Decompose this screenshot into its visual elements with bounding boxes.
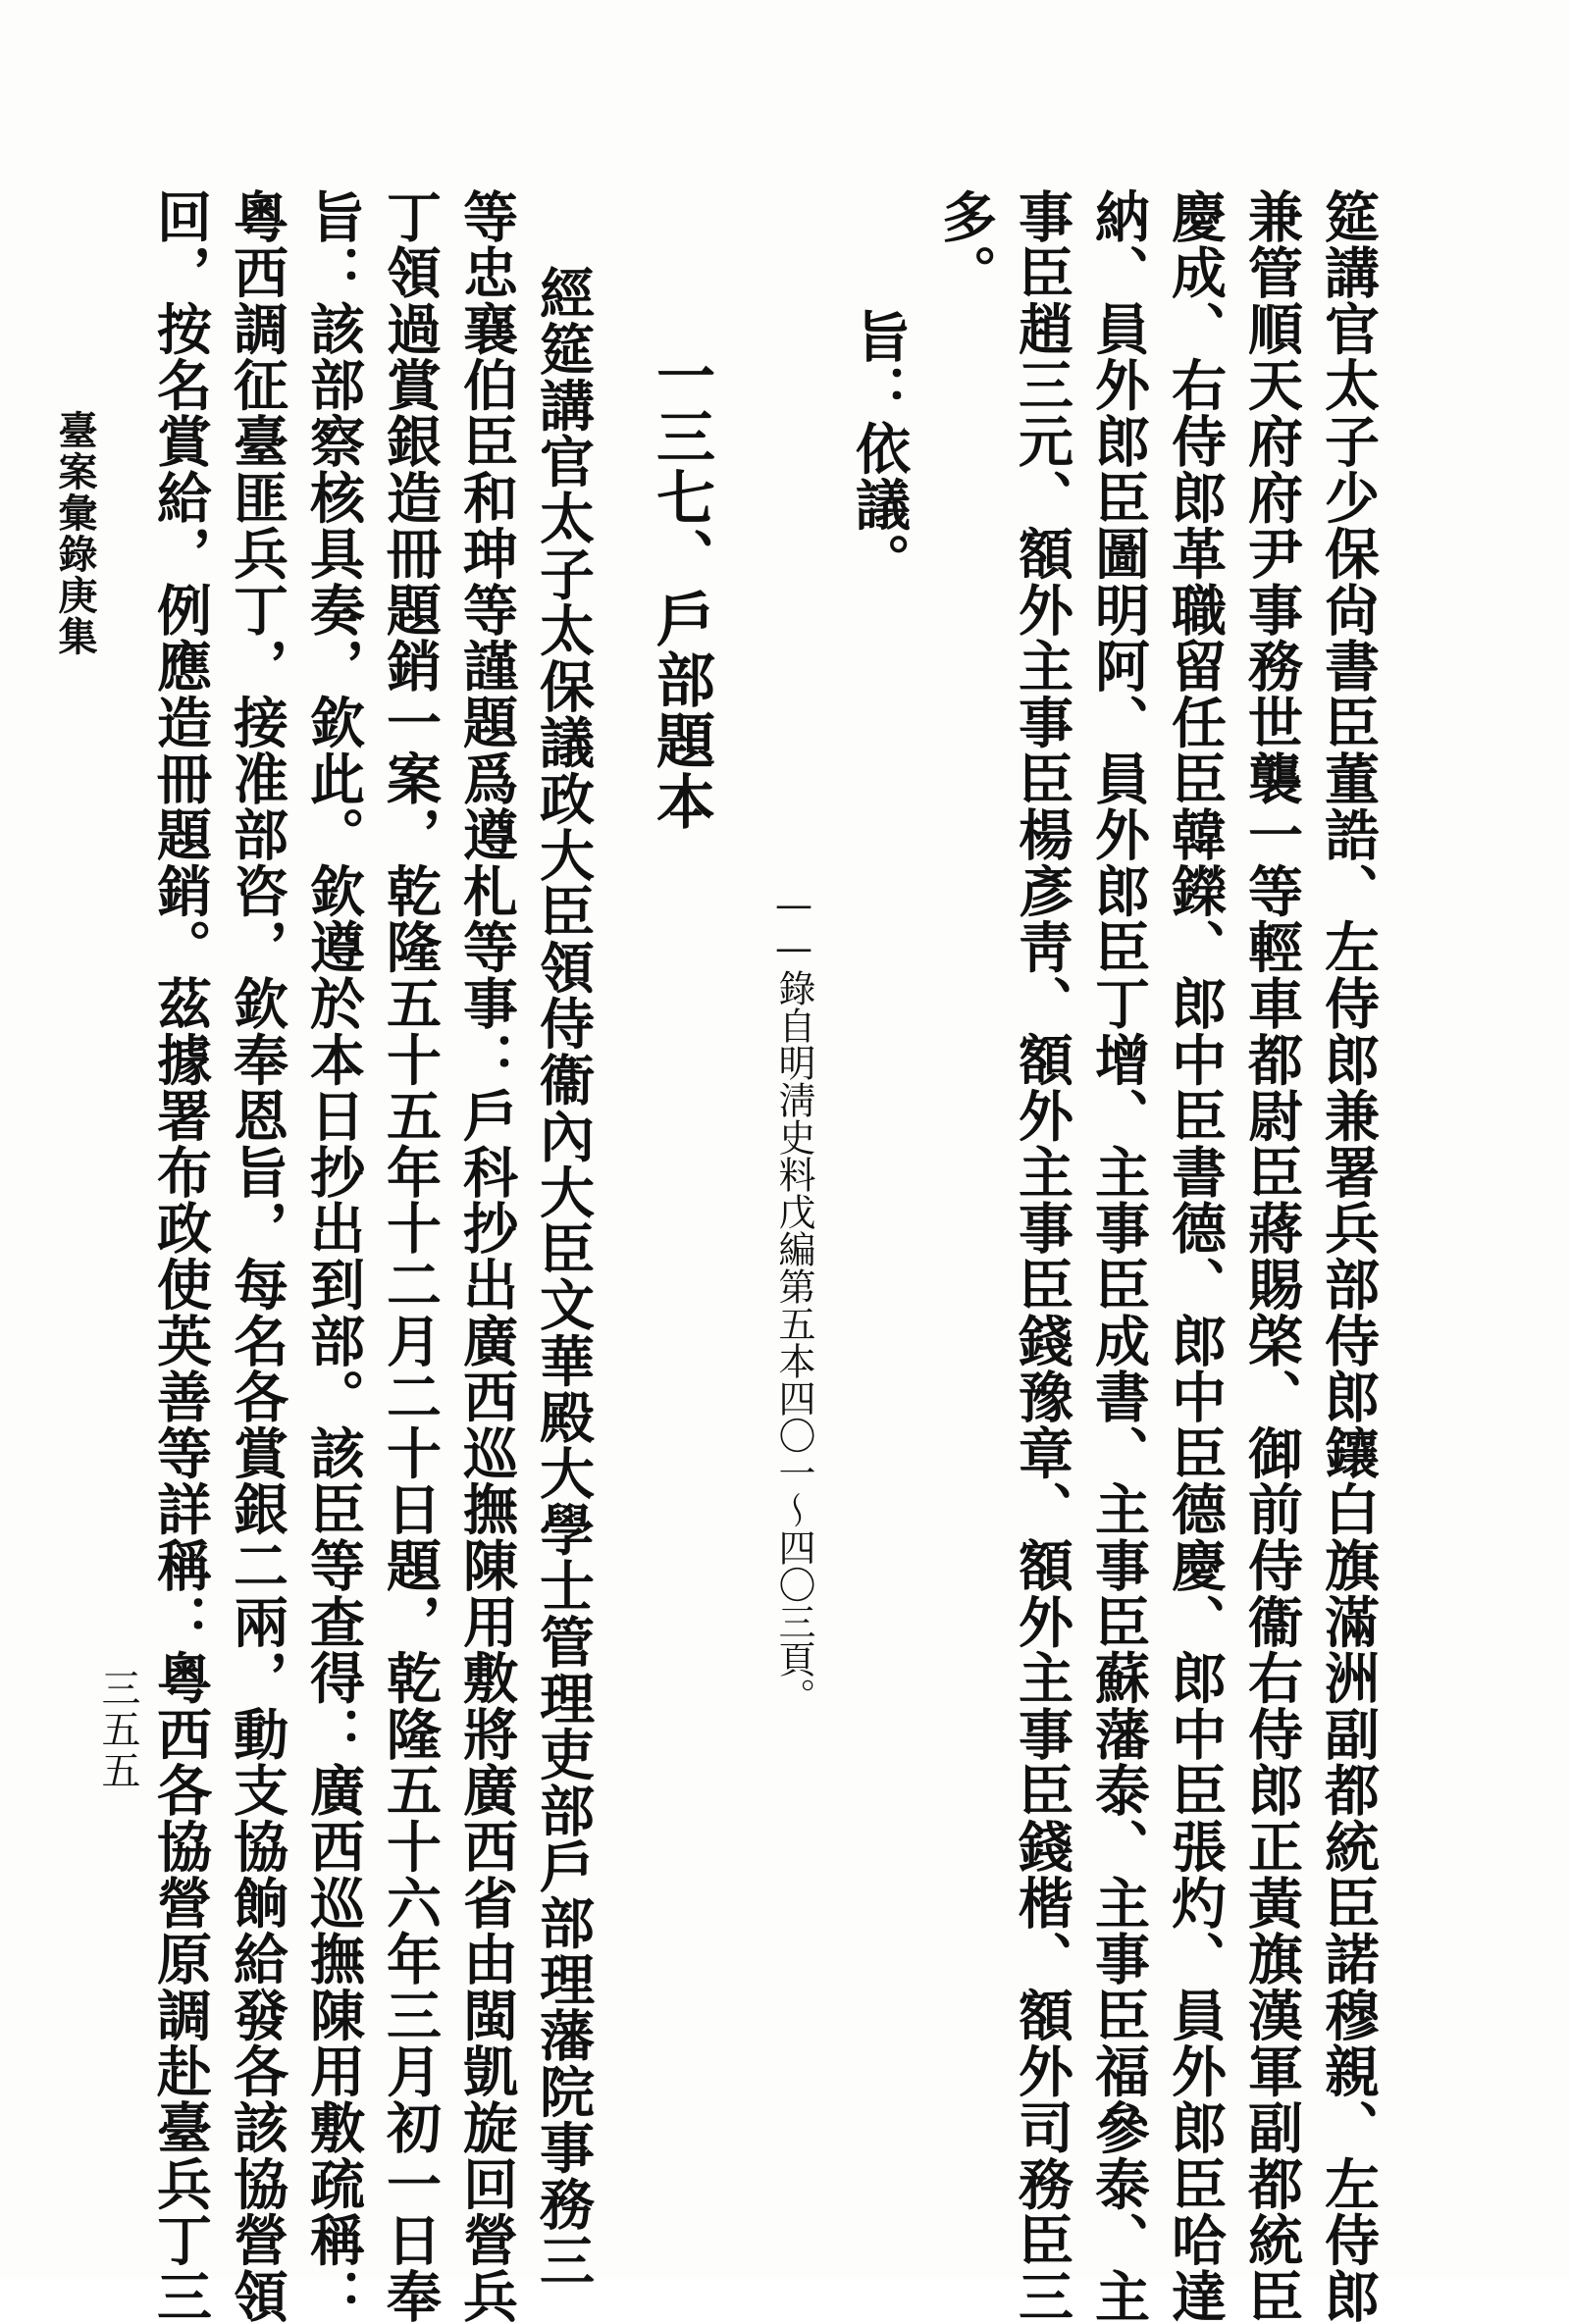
text-column: 回，按名賞給，例應造冊題銷。茲據署布政使英善等詳稱：粵西各協營原調赴臺兵丁三 xyxy=(148,188,213,2324)
text-column: 粵西調征臺匪兵丁，接准部咨，欽奉恩旨，每名各賞銀二兩，動支協餉給發各該協營領 xyxy=(225,188,289,2324)
text-column: 經筵講官太子太保議政大臣領侍衞內大臣文華殿大學士管理吏部戶部理藩院事務三 xyxy=(531,265,596,2289)
imperial-edict: 旨：依議。 xyxy=(847,308,912,590)
text-column: 納、員外郎臣圖明阿、員外郎臣丁增、主事臣成書、主事臣蘇藩泰、主事臣福參泰、主 xyxy=(1086,188,1151,2324)
text-column: 筵講官太子少保尙書臣董誥、左侍郎兼署兵部侍郎鑲白旗滿洲副都統臣諾穆親、左侍郎 xyxy=(1316,188,1381,2324)
text-column: 兼管順天府府尹事務世襲一等輕車都尉臣蔣賜棨、御前侍衞右侍郎正黃旗漢軍副都統臣 xyxy=(1239,188,1304,2324)
page-number: 三五五 xyxy=(95,1668,140,1791)
source-citation: ——錄自明淸史料戊編第五本四〇一～四〇三頁。 xyxy=(772,883,815,1715)
document-heading: 一三七、戶部題本 xyxy=(647,345,715,832)
text-column: 慶成、右侍郎革職留任臣韓鑅、郎中臣書德、郎中臣德慶、郎中臣張灼、員外郎臣哈達 xyxy=(1163,188,1228,2324)
text-column: 事臣趙三元、額外主事臣楊彥靑、額外主事臣錢豫章、額外主事臣錢楷、額外司務臣三 xyxy=(1010,188,1074,2324)
text-column: 丁領過賞銀造冊題銷一案，乾隆五十五年十二月二十日題，乾隆五十六年三月初一日奉 xyxy=(378,188,443,2324)
text-column: 旨：該部察核具奏，欽此。欽遵於本日抄出到部。該臣等查得：廣西巡撫陳用敷疏稱： xyxy=(301,188,366,2324)
text-column: 等忠襄伯臣和珅等謹題爲遵札等事：戶科抄出廣西巡撫陳用敷將廣西省由閩凱旋回營兵 xyxy=(454,188,519,2324)
text-column: 多。 xyxy=(933,188,998,301)
running-title: 臺案彙錄庚集 xyxy=(52,410,98,657)
